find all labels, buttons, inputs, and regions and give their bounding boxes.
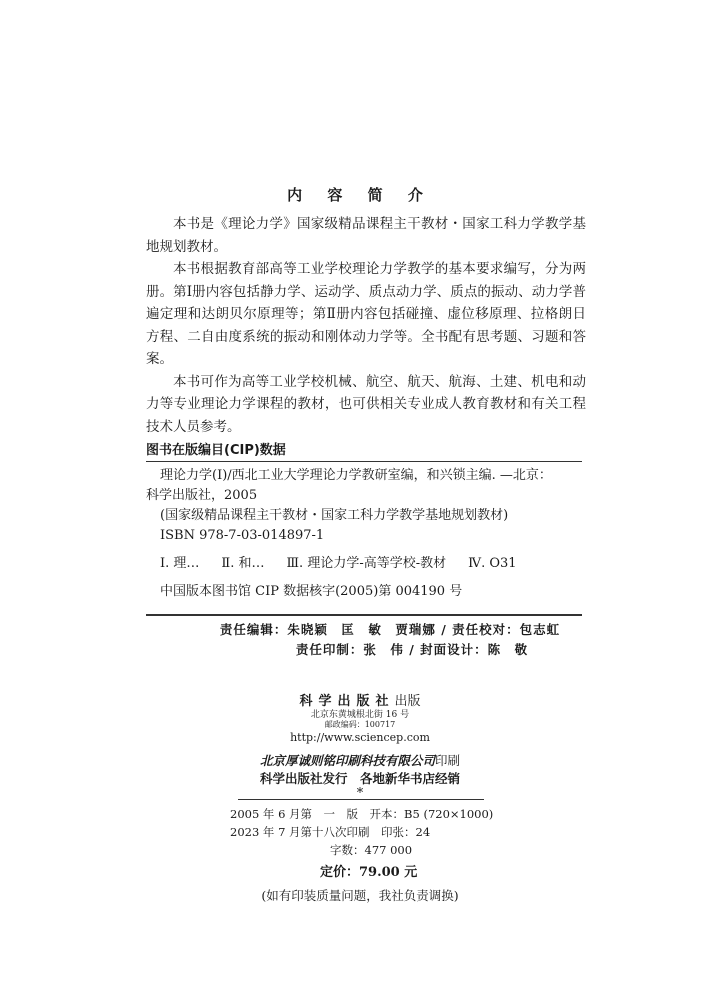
summary-paragraph-3: 本书可作为高等工业学校机械、航空、航天、航海、土建、机电和动力等专业理论力学课程的教材，也可供相关专业成人教育教材和有关工程技术人员参考。 (146, 373, 586, 435)
divider-bottom (146, 614, 582, 616)
summary-paragraph-2: 本书根据教育部高等工业学校理论力学教学的基本要求编写，分为两册。第Ⅰ册内容包括静力学、运动学、质点动力学、质点的振动、动力学普遍定理和达朗贝尔原理等；第Ⅱ册内容包括碰撞、虚位移原理、拉格朗日方程、二自由度系统的振动和刚体动力学等。全书配有思考题、习题和答案。 (146, 261, 586, 367)
separator-star: * (356, 786, 364, 801)
cip-class-1: Ⅰ. 理… (160, 556, 200, 571)
cip-line-2: 科学出版社，2005 (146, 488, 258, 503)
edition-line-2: 2023 年 7 月第十八次印刷 印张：24 (230, 825, 431, 839)
cip-isbn: ISBN 978-7-03-014897-1 (160, 528, 325, 543)
book-summary (146, 213, 586, 438)
price: 定价：79.00 元 (320, 865, 418, 880)
staff-production: 责任印制：张 伟 / 封面设计：陈 敬 (295, 642, 529, 657)
cip-heading: 图书在版编目(CIP)数据 (146, 443, 286, 458)
distribution-line: 科学出版社发行 各地新华书店经销 (259, 771, 460, 786)
staff-editors: 责任编辑：朱晓颖 匡 敏 贾瑞娜 / 责任校对：包志虹 (219, 622, 561, 637)
printer-name: 北京厚诚则铭印刷科技有限公司 (259, 753, 435, 768)
cip-data-block (146, 466, 586, 602)
quality-notice: (如有印装质量问题，我社负责调换) (261, 888, 459, 903)
cip-verify-number: 中国版本图书馆 CIP 数据核字(2005)第 004190 号 (160, 584, 463, 599)
page-title: 内 容 简 介 (287, 186, 433, 204)
cip-line-1: 理论力学(Ⅰ)/西北工业大学理论力学教研室编，和兴锁主编. —北京： (160, 468, 552, 483)
divider-edition (238, 799, 484, 800)
publisher-suffix: 出版 (394, 694, 421, 709)
cip-class-4: Ⅳ. O31 (468, 556, 517, 571)
printer-line (0, 751, 720, 769)
publisher-postcode: 邮政编码：100717 (324, 720, 396, 729)
publisher-address: 北京东黄城根北街 16 号 (310, 710, 410, 720)
publisher-url: http://www.sciencep.com (290, 731, 430, 744)
cip-class-3: Ⅲ. 理论力学-高等学校-教材 (286, 556, 447, 571)
cip-line-3: (国家级精品课程主干教材・国家工科力学教学基地规划教材) (160, 508, 509, 523)
cip-classification (146, 554, 586, 574)
publisher-name: 科学出版社 (299, 694, 395, 709)
word-count: 字数：477 000 (330, 843, 413, 857)
summary-paragraph-1: 本书是《理论力学》国家级精品课程主干教材・国家工科力学教学基地规划教材。 (146, 216, 586, 255)
edition-line-1: 2005 年 6 月第 一 版 开本：B5 (720×1000) (230, 807, 494, 821)
divider-top (146, 461, 582, 462)
printer-suffix: 印刷 (435, 753, 461, 768)
cip-class-2: Ⅱ. 和… (221, 556, 265, 571)
